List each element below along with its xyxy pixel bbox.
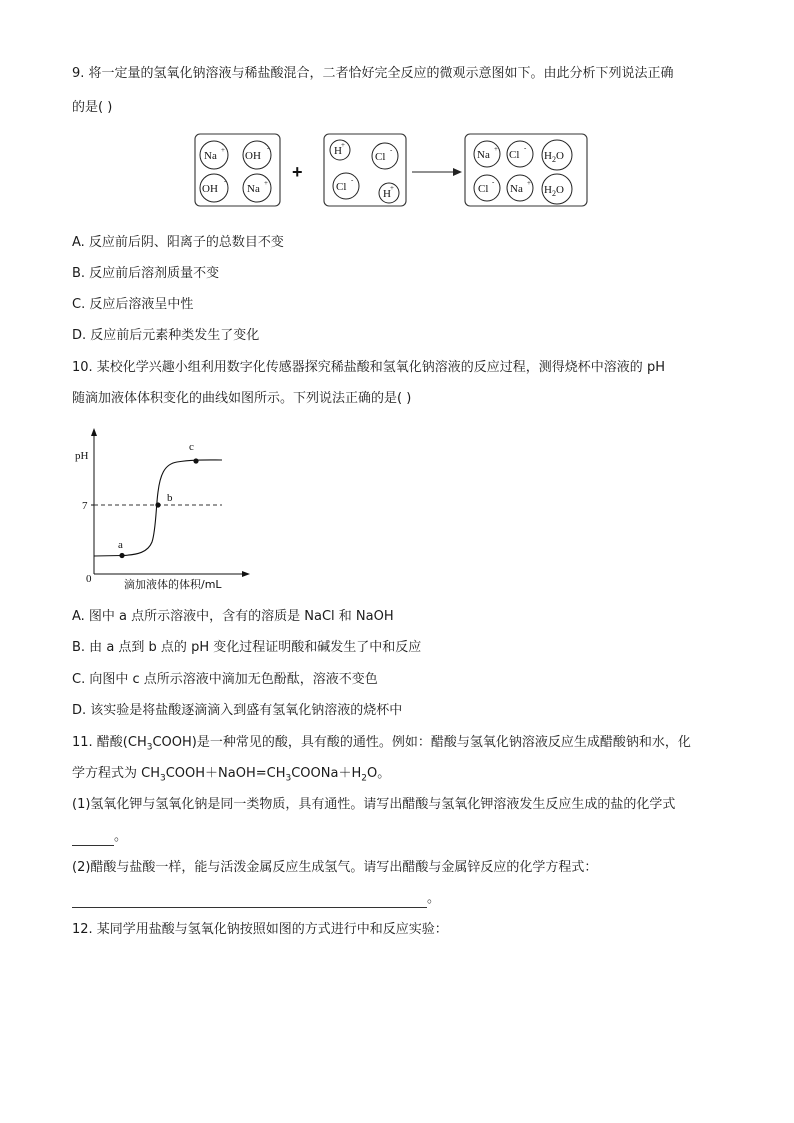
ph-curve: [94, 460, 222, 556]
q11-equation-line: 学方程式为 $CH_3COOH+NaOH=CH_3COONa+H_2O$。: [72, 766, 391, 784]
q9-option-d[interactable]: D. 反应前后元素种类发生了变化: [72, 328, 260, 343]
ion-label: Cl: [478, 183, 489, 195]
q11-stem-line1: 11. 醋酸$(CH_3COOH)$是一种常见的酸，具有酸的通性。例如：醋酸与氢氧化钠溶液反应生成醋酸钠和水，化: [72, 735, 691, 753]
q11-part1-prompt: (1)氢氧化钾与氢氧化钠是同一类物质，具有通性。请写出醋酸与氢氧化钾溶液发生反应生成的盐的化学式: [72, 797, 676, 812]
q10-option-c[interactable]: C. 向图中 c 点所示溶液中滴加无色酚酞，溶液不变色: [72, 672, 378, 687]
svg-text:-: -: [224, 177, 227, 185]
point-b: [155, 502, 160, 507]
q9-stem-line2: 的是( ): [72, 100, 113, 115]
svg-text:-: -: [351, 176, 354, 184]
ion-label: Na: [247, 183, 260, 195]
ion-label: H: [334, 145, 342, 157]
svg-text:-: -: [390, 146, 393, 154]
point-c: [193, 458, 198, 463]
svg-text:+: +: [527, 179, 531, 187]
ion-label: Cl: [336, 181, 347, 193]
q9-option-c[interactable]: C. 反应后溶液呈中性: [72, 297, 194, 312]
answer-blank[interactable]: [72, 893, 427, 908]
q11-part1-answer-line: 。: [72, 828, 127, 846]
point-a-label: a: [118, 539, 123, 551]
ion-label: H: [383, 188, 391, 200]
q9-option-b[interactable]: B. 反应前后溶剂质量不变: [72, 266, 220, 281]
ph7-tick-label: 7: [82, 500, 88, 512]
ion-label: Na: [510, 183, 523, 195]
answer-blank[interactable]: [72, 831, 114, 846]
y-axis-label: pH: [75, 450, 89, 462]
x-axis-label: 滴加液体的体积/mL: [124, 578, 222, 591]
q10-stem-line1: 10. 某校化学兴趣小组利用数字化传感器探究稀盐酸和氢氧化钠溶液的反应过程，测得烧杯中溶液的 pH: [72, 360, 665, 375]
svg-text:-: -: [524, 144, 527, 152]
point-b-label: b: [167, 492, 173, 504]
ion-label: Na: [477, 149, 490, 161]
svg-text:+: +: [494, 145, 498, 153]
svg-text:+: +: [390, 184, 394, 192]
q10-ph-graph: [72, 426, 262, 594]
svg-text:+: +: [221, 146, 225, 154]
q11-part2-prompt: (2)醋酸与盐酸一样，能与活泼金属反应生成氢气。请写出醋酸与金属锌反应的化学方程式：: [72, 860, 598, 875]
svg-text:-: -: [267, 144, 270, 152]
ion-label: Cl: [509, 149, 520, 161]
svg-text:-: -: [492, 178, 495, 186]
q10-option-a[interactable]: A. 图中 a 点所示溶液中，含有的溶质是 NaCl 和 NaOH: [72, 609, 394, 624]
plus-sign: +: [292, 162, 303, 182]
q9-stem-line1: 9. 将一定量的氢氧化钠溶液与稀盐酸混合，二者恰好完全反应的微观示意图如下。由此分析下列说法正确: [72, 66, 674, 81]
q9-option-a[interactable]: A. 反应前后阴、阳离子的总数目不变: [72, 235, 284, 250]
q10-option-d[interactable]: D. 该实验是将盐酸逐滴滴入到盛有氢氧化钠溶液的烧杯中: [72, 703, 403, 718]
q9-reaction-diagram: [190, 128, 600, 210]
ion-label: OH: [202, 183, 218, 195]
svg-text:+: +: [341, 141, 345, 149]
point-a: [119, 553, 124, 558]
origin-label: 0: [86, 573, 92, 585]
q10-option-b[interactable]: B. 由 a 点到 b 点的 pH 变化过程证明酸和碱发生了中和反应: [72, 640, 422, 655]
water-label: $H_2O$: [544, 150, 564, 164]
q10-stem-line2: 随滴加液体体积变化的曲线如图所示。下列说法正确的是( ): [72, 391, 412, 406]
ion-label: Cl: [375, 151, 386, 163]
q12-stem: 12. 某同学用盐酸与氢氧化钠按照如图的方式进行中和反应实验：: [72, 922, 448, 937]
ion-label: OH: [245, 150, 261, 162]
water-label: $H_2O$: [544, 184, 564, 198]
ion-label: Na: [204, 150, 217, 162]
point-c-label: c: [189, 441, 194, 453]
svg-text:+: +: [264, 179, 268, 187]
q11-part2-answer-line: 。: [72, 890, 440, 908]
